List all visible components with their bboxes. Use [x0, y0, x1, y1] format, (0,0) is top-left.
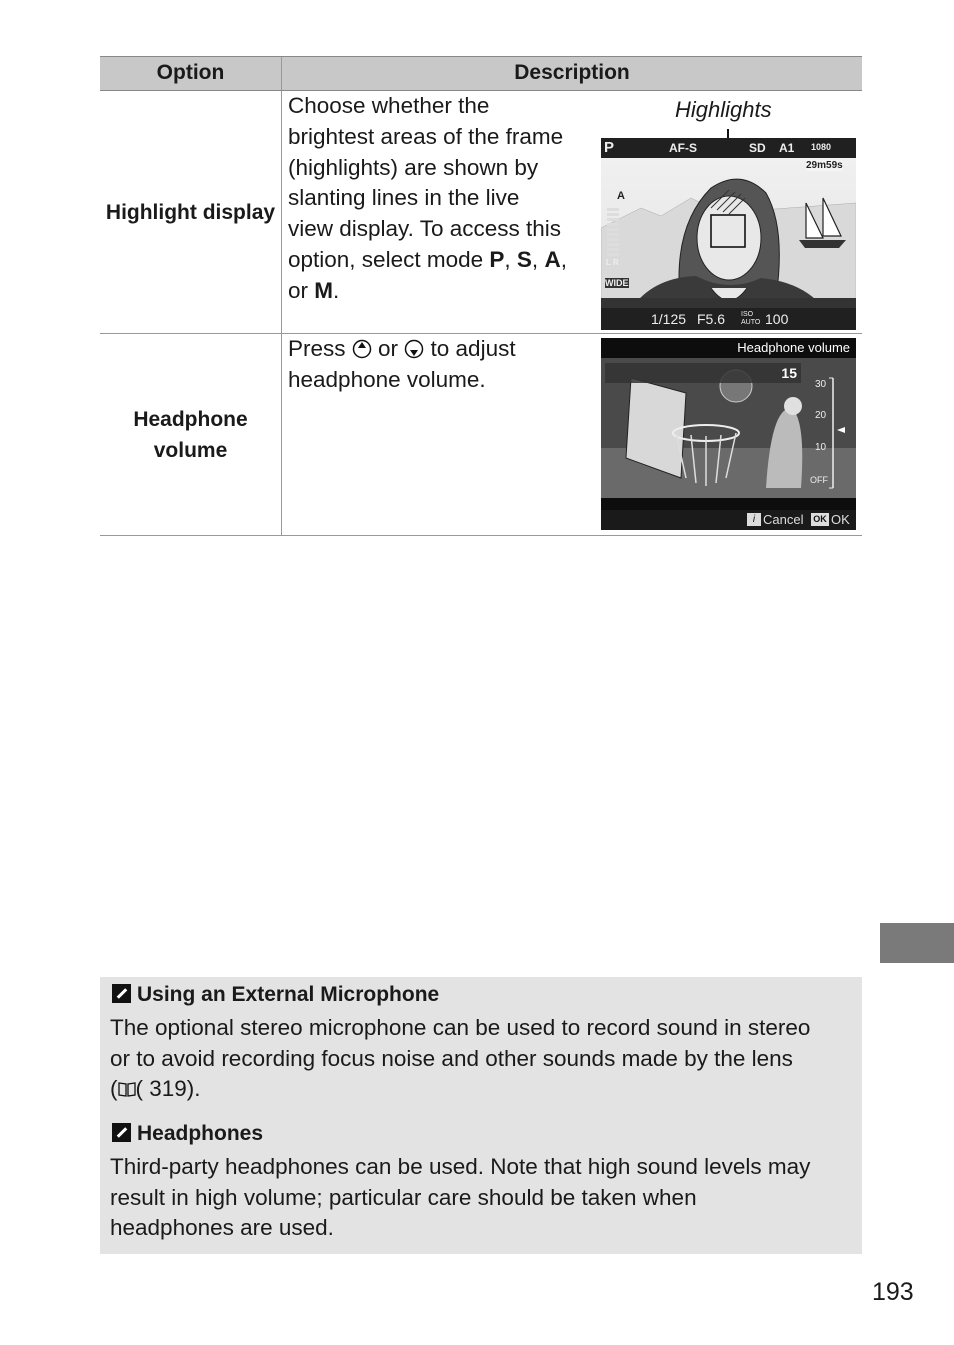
live-view-screen — [601, 138, 856, 330]
table-row-headphone-volume — [100, 334, 862, 536]
notes-box — [100, 977, 862, 1254]
multi-selector-up-icon — [352, 339, 372, 359]
scale-label-off: OFF — [810, 475, 828, 485]
ok-button-icon: OK — [811, 513, 829, 526]
note-body-external-microphone: The optional stereo microphone can be used to record sound in stereo or to avoid recording focus noise and other sounds made by the lens ( ( 319). — [110, 1015, 811, 1102]
section-tab-marker — [880, 923, 954, 963]
description-headphone-volume: Press or to adjust headphone volume. — [288, 336, 516, 392]
multi-selector-down-icon — [404, 339, 424, 359]
page-reference-book-icon — [118, 1081, 136, 1097]
info-button-icon: i — [747, 513, 761, 526]
screen-mode: P — [604, 139, 615, 156]
screen-lr-label: L R — [606, 258, 619, 267]
screen-iso: 100 — [765, 311, 789, 327]
description-highlight-display: Choose whether the brightest areas of the frame (highlights) are shown by slanting lines in the live view display. To access this option, select mode P, S, A, or M. — [288, 93, 567, 303]
screen-quality: SD — [749, 141, 766, 155]
screen-wide-label: WIDE — [605, 278, 629, 288]
header-divider — [281, 57, 282, 90]
column-divider — [281, 334, 282, 535]
page-number: 193 — [872, 1278, 914, 1306]
header-description: Description — [514, 61, 630, 84]
screen-aperture: F5.6 — [697, 311, 726, 327]
table-header — [100, 56, 862, 91]
screen-iso-label: ISO AUTO — [741, 311, 761, 326]
note-title-headphones: Headphones — [112, 1122, 263, 1146]
header-option: Option — [156, 61, 225, 84]
mode-a: A — [544, 246, 561, 272]
screen-mic-sensitivity: A — [617, 190, 625, 202]
scale-label-20: 20 — [815, 410, 827, 421]
pencil-note-icon — [112, 984, 131, 1003]
mode-m: M — [314, 277, 334, 303]
screen-shutter: 1/125 — [651, 311, 687, 327]
screen-time-remaining: 29m59s — [806, 160, 843, 171]
option-headphone-volume: Headphone volume — [133, 407, 248, 462]
screen-top-bar — [601, 138, 856, 158]
screen-bottom-bar — [601, 308, 856, 330]
mode-p: P — [489, 246, 505, 272]
column-divider — [281, 91, 282, 333]
pencil-note-icon — [112, 1123, 131, 1142]
scale-label-30: 30 — [815, 379, 827, 390]
screen-af-mode: AF-S — [669, 141, 697, 155]
note-body-headphones: Third-party headphones can be used. Note that high sound levels may result in high volume; particular care should be taken when headphones are used. — [110, 1154, 811, 1241]
screen-movie-size: 1080 — [811, 142, 832, 152]
screen-white-balance: A1 — [779, 141, 795, 155]
ok-label: OK — [831, 512, 850, 527]
table-row-highlight-display — [100, 91, 862, 334]
cancel-label: Cancel — [763, 512, 804, 527]
option-highlight-display: Highlight display — [105, 200, 276, 224]
headphone-volume-value: 15 — [605, 363, 801, 383]
screen-bottom-bar — [601, 510, 856, 530]
options-table — [100, 56, 862, 536]
scale-label-10: 10 — [815, 442, 827, 453]
note-title-external-microphone: Using an External Microphone — [112, 983, 439, 1007]
headphone-volume-screen — [601, 338, 856, 530]
highlights-caption: Highlights — [675, 97, 772, 122]
headphone-volume-title: Headphone volume — [737, 340, 850, 355]
mode-s: S — [516, 246, 532, 272]
